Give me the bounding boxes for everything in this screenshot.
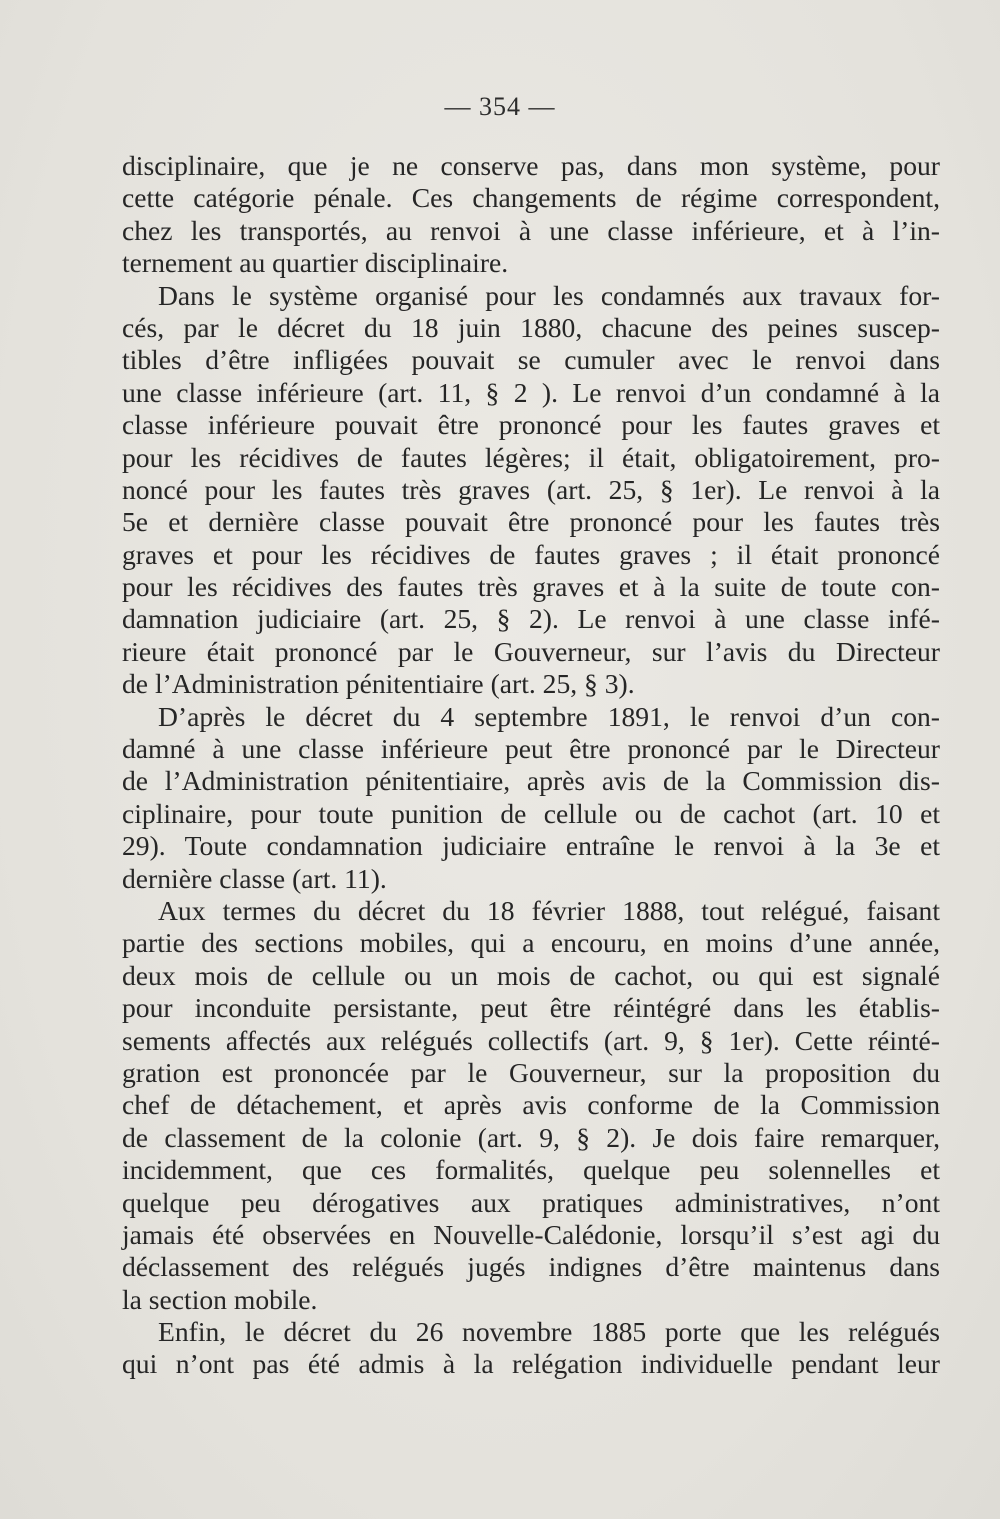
page-number: — 354 — <box>444 92 556 121</box>
text-line: tibles d’être infligées pouvait se cumuler avec le renvoi dans <box>122 344 940 376</box>
text-line: partie des sections mobiles, qui a encouru, en moins d’une année, <box>122 927 940 959</box>
text-line: deux mois de cellule ou un mois de cachot, ou qui est signalé <box>122 959 940 991</box>
text-line: jamais été observées en Nouvelle-Calédonie, lorsqu’il s’est agi du <box>122 1218 940 1250</box>
body-text <box>122 150 940 1381</box>
text-line: ternement au quartier disciplinaire. <box>122 247 509 279</box>
paragraph <box>122 280 940 701</box>
text-line: dernière classe (art. 11). <box>122 862 387 894</box>
text-line: chez les transportés, au renvoi à une classe inférieure, et à l’in- <box>122 214 940 246</box>
text-line: D’après le décret du 4 septembre 1891, le renvoi d’un con- <box>158 700 940 732</box>
text-line: sements affectés aux relégués collectifs (art. 9, § 1er). Cette réinté- <box>122 1024 940 1056</box>
paragraph <box>122 895 940 1316</box>
text-line: chef de détachement, et après avis conforme de la Commission <box>122 1089 940 1121</box>
paragraph <box>122 701 940 895</box>
text-line: de l’Administration pénitentiaire (art. 25, § 3). <box>122 668 635 700</box>
paragraph <box>122 1316 940 1381</box>
text-line: ciplinaire, pour toute punition de cellule ou de cachot (art. 10 et <box>122 797 940 829</box>
text-line: pour les récidives de fautes légères; il était, obligatoirement, pro- <box>122 441 940 473</box>
text-line: disciplinaire, que je ne conserve pas, dans mon système, pour <box>122 150 940 181</box>
text-line: cette catégorie pénale. Ces changements de régime correspondent, <box>122 182 940 214</box>
text-line: quelque peu dérogatives aux pratiques administratives, n’ont <box>122 1186 940 1218</box>
text-line: la section mobile. <box>122 1283 318 1315</box>
text-line: Aux termes du décret du 18 février 1888, tout relégué, faisant <box>158 894 940 926</box>
text-line: rieure était prononcé par le Gouverneur, sur l’avis du Directeur <box>122 635 940 667</box>
text-line: incidemment, que ces formalités, quelque peu solennelles et <box>122 1154 940 1186</box>
text-line: Enfin, le décret du 26 novembre 1885 porte que les relégués <box>158 1316 940 1348</box>
text-line: qui n’ont pas été admis à la relégation individuelle pendant leur <box>122 1348 940 1380</box>
text-line: Dans le système organisé pour les condamnés aux travaux for- <box>158 279 940 311</box>
text-line: déclassement des relégués jugés indignes d’être maintenus dans <box>122 1251 940 1283</box>
text-line: cés, par le décret du 18 juin 1880, chacune des peines suscep- <box>122 311 940 343</box>
text-line: 5e et dernière classe pouvait être prononcé pour les fautes très <box>122 506 940 538</box>
text-line: de classement de la colonie (art. 9, § 2). Je dois faire remarquer, <box>122 1121 940 1153</box>
paragraph <box>122 150 940 280</box>
text-line: pour inconduite persistante, peut être réintégré dans les établis- <box>122 992 940 1024</box>
text-line: classe inférieure pouvait être prononcé pour les fautes graves et <box>122 409 940 441</box>
text-line: gration est prononcée par le Gouverneur, sur la proposition du <box>122 1056 940 1088</box>
text-line: de l’Administration pénitentiaire, après avis de la Commission dis- <box>122 765 940 797</box>
text-line: damnation judiciaire (art. 25, § 2). Le renvoi à une classe infé- <box>122 603 940 635</box>
text-line: graves et pour les récidives de fautes graves ; il était prononcé <box>122 538 940 570</box>
text-line: une classe inférieure (art. 11, § 2 ). Le renvoi d’un condamné à la <box>122 376 940 408</box>
text-line: 29). Toute condamnation judiciaire entraîne le renvoi à la 3e et <box>122 830 940 862</box>
text-line: damné à une classe inférieure peut être prononcé par le Directeur <box>122 733 940 765</box>
text-line: pour les récidives des fautes très graves et à la suite de toute con- <box>122 571 940 603</box>
text-line: noncé pour les fautes très graves (art. 25, § 1er). Le renvoi à la <box>122 473 940 505</box>
